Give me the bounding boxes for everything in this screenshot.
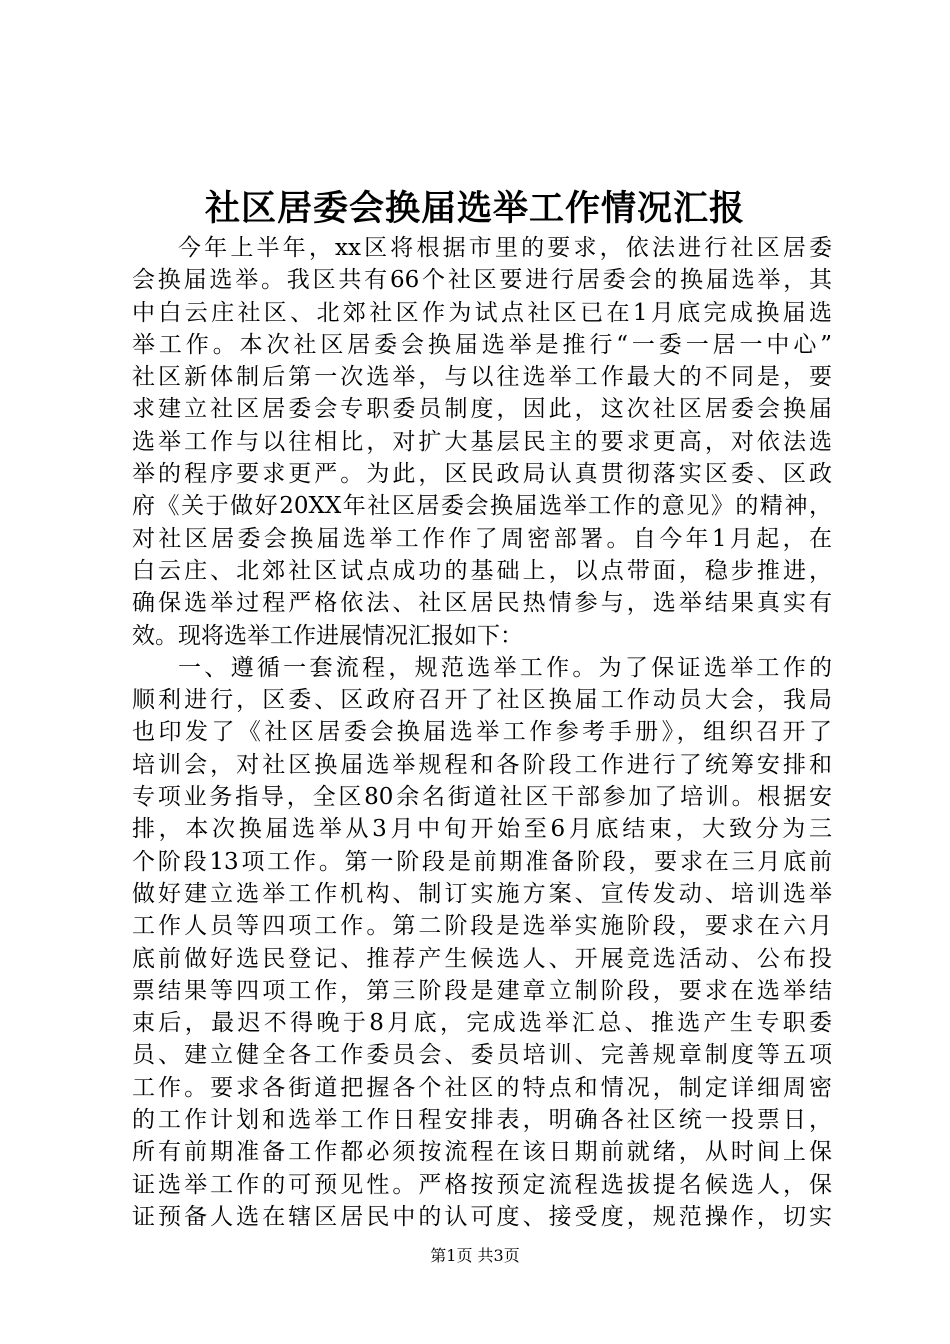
body-line: 票结果等四项工作，第三阶段是建章立制阶段，要求在选举结 (132, 977, 832, 1004)
body-line: 排，本次换届选举从3月中旬开始至6月底结束，大致分为三 (132, 816, 832, 843)
body-line: 一、遵循一套流程，规范选举工作。为了保证选举工作的 (178, 654, 832, 681)
body-line: 专项业务指导，全区80余名街道社区干部参加了培训。根据安 (132, 784, 832, 811)
body-line: 会换届选举。我区共有66个社区要进行居委会的换届选举，其 (132, 267, 832, 294)
body-line: 工作人员等四项工作。第二阶段是选举实施阶段，要求在六月 (132, 913, 832, 940)
body-line: 社区新体制后第一次选举，与以往选举工作最大的不同是，要 (132, 364, 832, 391)
body-line: 的工作计划和选举工作日程安排表，明确各社区统一投票日， (132, 1107, 832, 1134)
document-title: 社区居委会换届选举工作情况汇报 (204, 188, 745, 229)
body-line: 员、建立健全各工作委员会、委员培训、完善规章制度等五项 (132, 1042, 832, 1069)
body-line: 举工作。本次社区居委会换届选举是推行“一委一居一中心” (132, 331, 832, 358)
body-line: 对社区居委会换届选举工作作了周密部署。自今年1月起，在 (132, 525, 832, 552)
body-line: 选举工作与以往相比，对扩大基层民主的要求更高，对依法选 (132, 428, 832, 455)
body-line: 个阶段13项工作。第一阶段是前期准备阶段，要求在三月底前 (132, 848, 832, 875)
body-line: 也印发了《社区居委会换届选举工作参考手册》，组织召开了 (132, 719, 832, 746)
body-line: 证选举工作的可预见性。严格按预定流程选拔提名候选人，保 (132, 1171, 832, 1198)
body-line: 府《关于做好20XX年社区居委会换届选举工作的意见》的精神， (132, 493, 832, 520)
body-line: 培训会，对社区换届选举规程和各阶段工作进行了统筹安排和 (132, 751, 832, 778)
body-line: 底前做好选民登记、推荐产生候选人、开展竞选活动、公布投 (132, 945, 832, 972)
body-line: 束后，最迟不得晚于8月底，完成选举汇总、推选产生专职委 (132, 1010, 832, 1037)
body-line: 证预备人选在辖区居民中的认可度、接受度，规范操作，切实 (132, 1203, 832, 1230)
body-line: 确保选举过程严格依法、社区居民热情参与，选举结果真实有 (132, 590, 832, 617)
body-line: 举的程序要求更严。为此，区民政局认真贯彻落实区委、区政 (132, 461, 832, 488)
body-line: 求建立社区居委会专职委员制度，因此，这次社区居委会换届 (132, 396, 832, 423)
body-line: 中白云庄社区、北郊社区作为试点社区已在1月底完成换届选 (132, 299, 832, 326)
document-body (132, 232, 832, 1233)
body-line: 所有前期准备工作都必须按流程在该日期前就绪，从时间上保 (132, 1139, 832, 1166)
page-number-footer: 第1页 共3页 (430, 1246, 520, 1265)
body-line: 做好建立选举工作机构、制订实施方案、宣传发动、培训选举 (132, 880, 832, 907)
body-line: 工作。要求各街道把握各个社区的特点和情况，制定详细周密 (132, 1074, 832, 1101)
body-line: 今年上半年，xx区将根据市里的要求，依法进行社区居委 (178, 235, 832, 261)
body-line: 效。现将选举工作进展情况汇报如下： (132, 622, 523, 649)
body-line: 白云庄、北郊社区试点成功的基础上，以点带面，稳步推进， (132, 557, 832, 584)
body-line: 顺利进行，区委、区政府召开了社区换届工作动员大会，我局 (132, 687, 832, 714)
